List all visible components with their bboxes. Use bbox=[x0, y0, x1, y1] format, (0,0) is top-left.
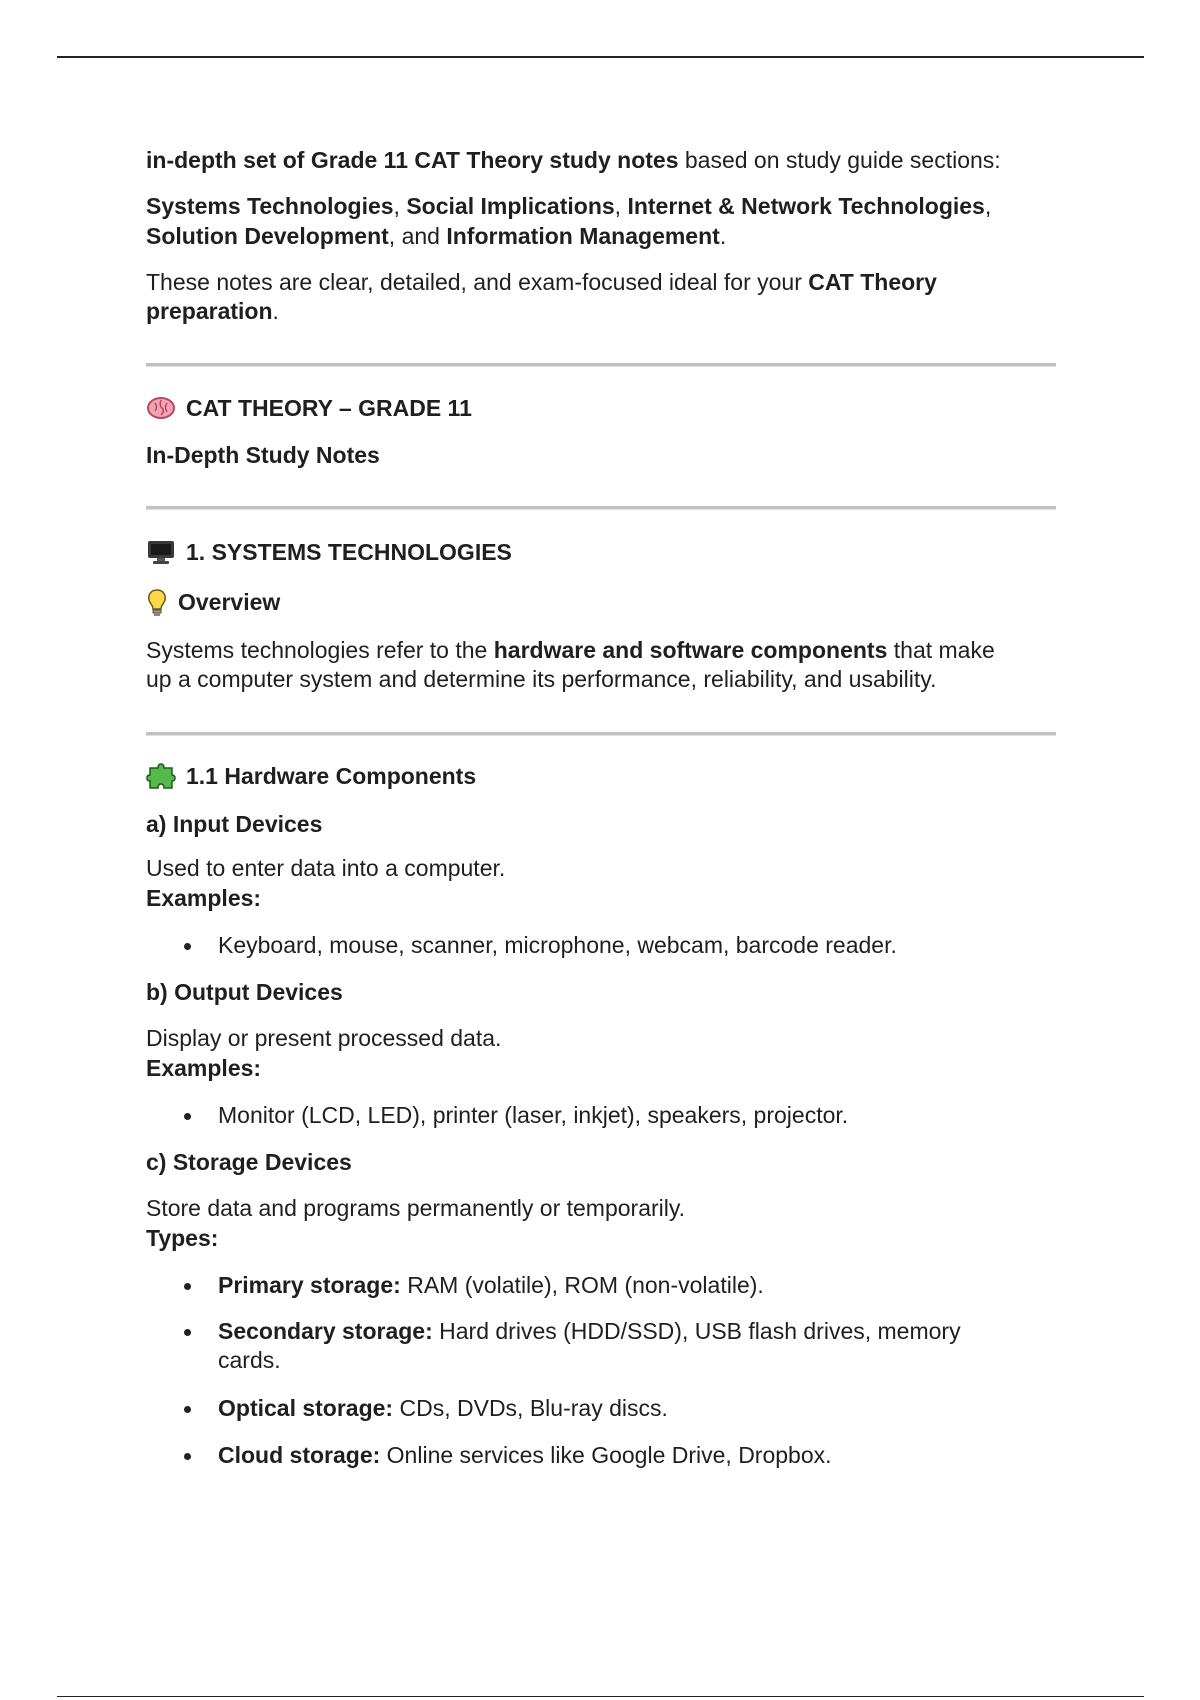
overview-heading: Overview bbox=[146, 587, 280, 617]
list-item: Monitor (LCD, LED), printer (laser, inkjet), speakers, projector. bbox=[218, 1102, 849, 1128]
computer-icon bbox=[146, 538, 176, 566]
input-devices-desc: Used to enter data into a computer. bbox=[146, 855, 506, 881]
brain-icon bbox=[146, 394, 176, 422]
bullet bbox=[184, 1113, 191, 1120]
input-examples-label: Examples: bbox=[146, 885, 262, 911]
list-item-continuation: cards. bbox=[218, 1347, 281, 1373]
subsection-heading: 1.1 Hardware Components bbox=[146, 761, 476, 791]
list-item: Secondary storage: Hard drives (HDD/SSD), USB flash drives, memory bbox=[218, 1318, 961, 1344]
list-item: Optical storage: CDs, DVDs, Blu-ray discs. bbox=[218, 1395, 668, 1421]
intro-line: in-depth set of Grade 11 CAT Theory study notes based on study guide sections: bbox=[146, 147, 1001, 173]
overview-text-1: Systems technologies refer to the hardware and software components that make bbox=[146, 637, 995, 663]
bullet bbox=[184, 1453, 191, 1460]
section-heading: 1. SYSTEMS TECHNOLOGIES bbox=[146, 537, 512, 567]
divider bbox=[146, 732, 1056, 736]
bullet bbox=[184, 943, 191, 950]
divider bbox=[146, 506, 1056, 510]
storage-types-label: Types: bbox=[146, 1225, 219, 1251]
lightbulb-icon bbox=[146, 588, 168, 616]
input-devices-heading: a) Input Devices bbox=[146, 811, 323, 837]
overview-text-2: up a computer system and determine its performance, reliability, and usability. bbox=[146, 666, 937, 692]
list-item: Keyboard, mouse, scanner, microphone, webcam, barcode reader. bbox=[218, 932, 897, 958]
bullet bbox=[184, 1283, 191, 1290]
prep-line-1: These notes are clear, detailed, and exam-focused ideal for your CAT Theory bbox=[146, 269, 937, 295]
puzzle-icon bbox=[146, 762, 176, 790]
page-bottom-rule bbox=[57, 1696, 1144, 1697]
page-top-rule bbox=[57, 56, 1144, 58]
list-item: Cloud storage: Online services like Google Drive, Dropbox. bbox=[218, 1442, 832, 1468]
divider bbox=[146, 363, 1056, 367]
sections-line-2: Solution Development, and Information Management. bbox=[146, 223, 727, 249]
storage-devices-desc: Store data and programs permanently or temporarily. bbox=[146, 1195, 686, 1221]
bullet bbox=[184, 1329, 191, 1336]
doc-title: CAT THEORY – GRADE 11 bbox=[146, 393, 472, 423]
output-devices-heading: b) Output Devices bbox=[146, 979, 343, 1005]
sections-line-1: Systems Technologies, Social Implications, Internet & Network Technologies, bbox=[146, 193, 992, 219]
doc-subtitle: In-Depth Study Notes bbox=[146, 442, 380, 468]
prep-line-2: preparation. bbox=[146, 298, 279, 324]
bullet bbox=[184, 1406, 191, 1413]
output-devices-desc: Display or present processed data. bbox=[146, 1025, 502, 1051]
storage-devices-heading: c) Storage Devices bbox=[146, 1149, 352, 1175]
output-examples-label: Examples: bbox=[146, 1055, 262, 1081]
list-item: Primary storage: RAM (volatile), ROM (non-volatile). bbox=[218, 1272, 764, 1298]
